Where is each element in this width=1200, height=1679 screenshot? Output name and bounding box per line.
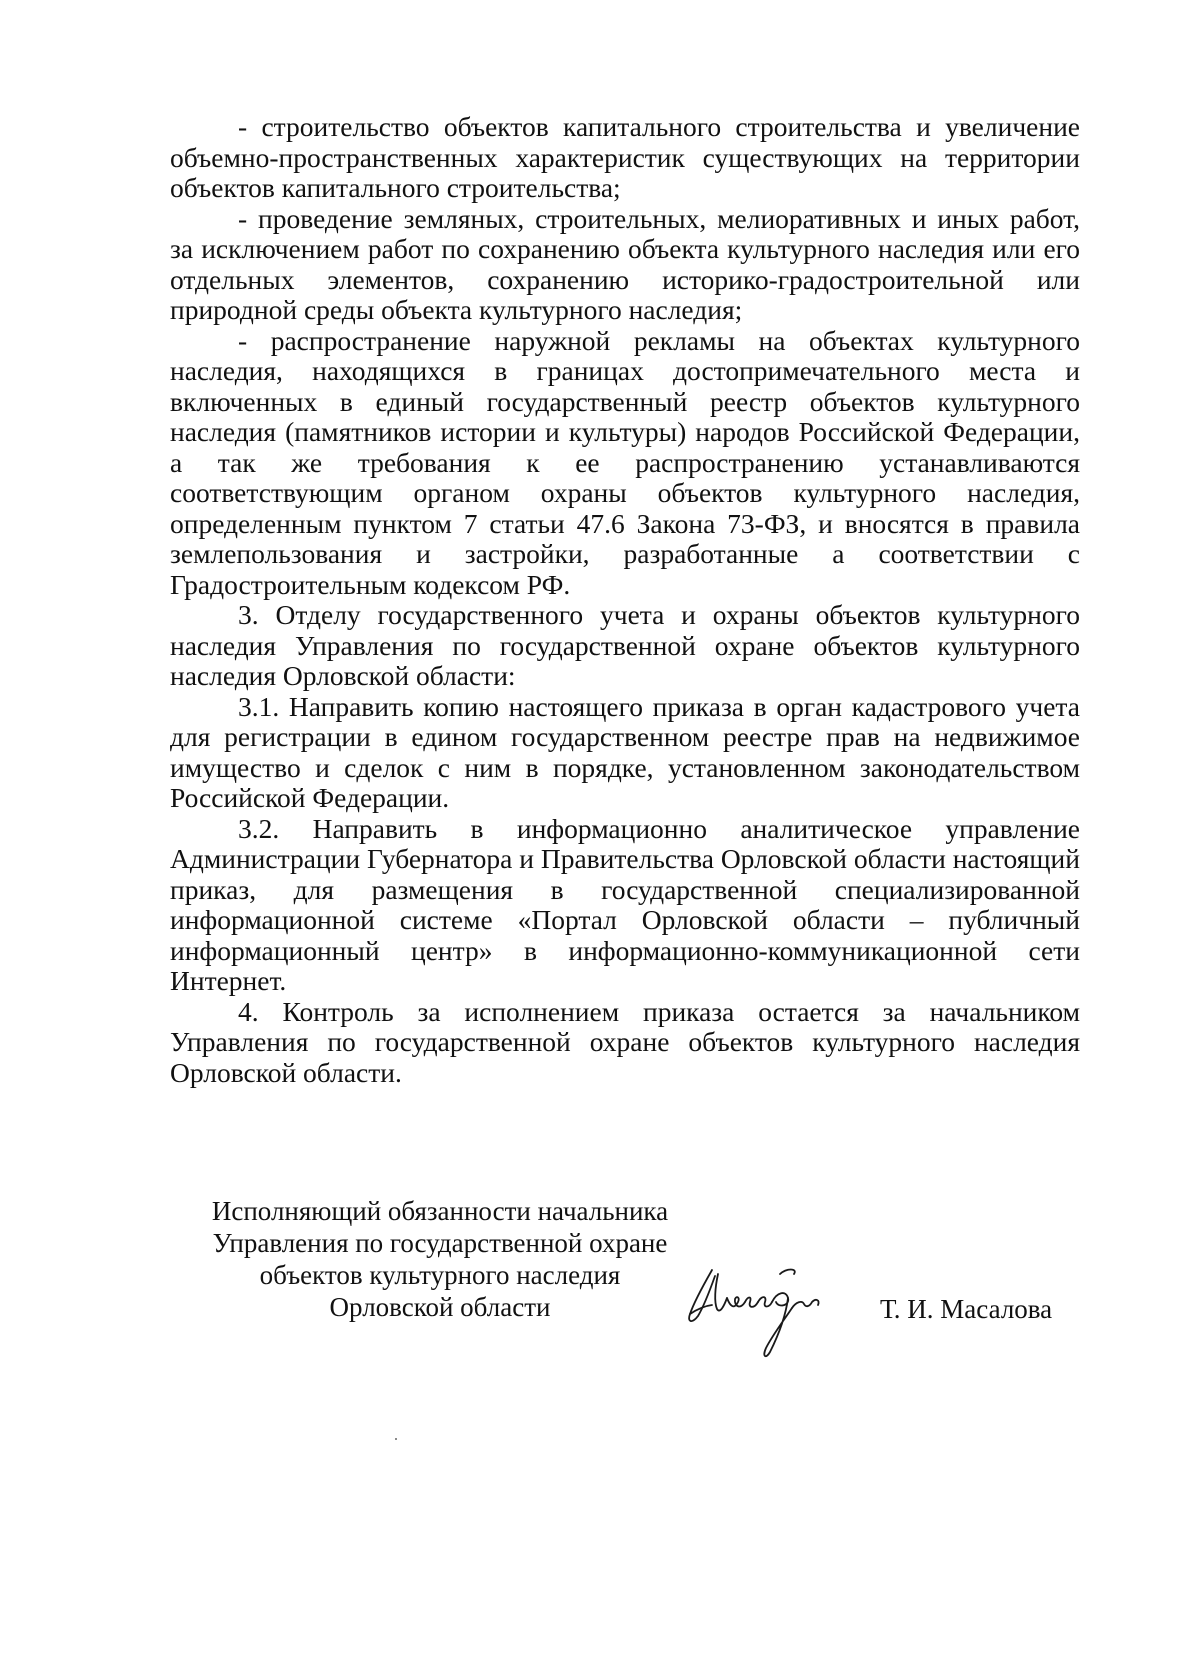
signer-name: Т. И. Масалова — [880, 1294, 1053, 1324]
paragraph-item-3: 3. Отделу государственного учета и охраны объектов культурного наследия Управления по государственной охране объектов культурного наследия Орловской области: — [170, 599, 1080, 691]
signatory-position — [200, 1195, 680, 1323]
document-body — [170, 112, 1080, 1088]
paragraph-item-3-2: 3.2. Направить в информационно аналитическое управление Администрации Губернатора и Правительства Орловской области настоящий приказ, для размещения в государственной специализированной информационной системе «Портал Орловской области – публичный информационный центр» в информационно-коммуникационной сети Интернет. — [170, 812, 1080, 996]
position-line: объектов культурного наследия — [259, 1260, 621, 1290]
position-line: Управления по государственной охране — [212, 1228, 668, 1258]
position-line: Исполняющий обязанности начальника — [211, 1196, 669, 1226]
handwritten-signature — [682, 1262, 852, 1362]
paragraph-advertising: - распространение наружной рекламы на объектах культурного наследия, находящихся в границах достопримечательного места и включенных в единый государственный реестр объектов культурного наследия (памятников истории и культуры) народов Российской Федерации, а так же требования к ее распространению устанавливаются соответствующим органом охраны объектов культурного наследия, определенным пунктом 7 статьи 47.6 Закона 73-ФЗ, и вносятся в правила землепользования и застройки, разработанные а соответствии с Градостроительным кодексом РФ. — [170, 324, 1080, 600]
scan-speck — [395, 1438, 397, 1440]
paragraph-item-3-1: 3.1. Направить копию настоящего приказа в орган кадастрового учета для регистрации в едином государственном реестре прав на недвижимое имущество и сделок с ним в порядке, установленном законодательством Российской Федерации. — [170, 690, 1080, 813]
position-line: Орловской области — [329, 1292, 551, 1322]
paragraph-item-4: 4. Контроль за исполнением приказа остается за начальником Управления по государственной охране объектов культурного наследия Орловской области. — [170, 995, 1080, 1088]
paragraph-construction: - строительство объектов капитального строительства и увеличение объемно-пространственных характеристик существующих на территории объектов капитального строительства; — [170, 111, 1080, 203]
paragraph-earthworks: - проведение земляных, строительных, мелиоративных и иных работ, за исключением работ по сохранению объекта культурного наследия или его отдельных элементов, сохранению историко-градостроительной или природной среды объекта культурного наследия; — [170, 202, 1080, 325]
